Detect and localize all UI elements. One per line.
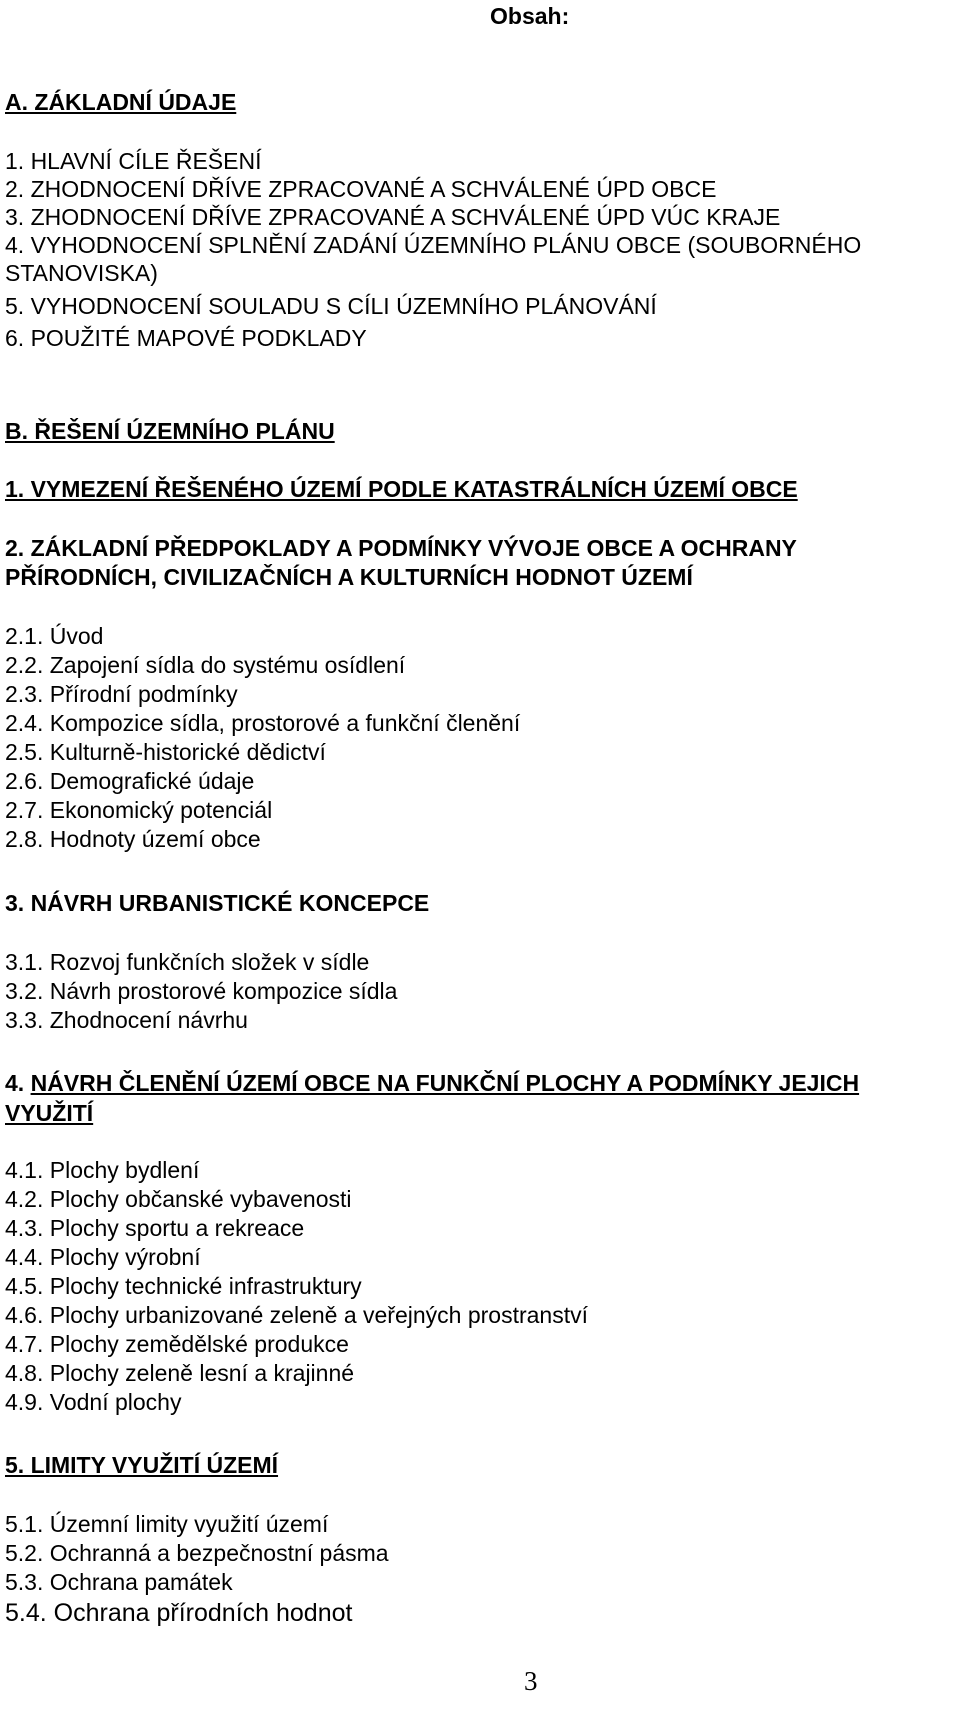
- toc-item: 2.5. Kulturně-historické dědictví: [5, 739, 326, 765]
- toc-item: 4.7. Plochy zemědělské produkce: [5, 1331, 349, 1357]
- chapter-2-heading: 2. ZÁKLADNÍ PŘEDPOKLADY A PODMÍNKY VÝVOJE OBCE A OCHRANY: [5, 535, 797, 561]
- toc-item: 4.3. Plochy sportu a rekreace: [5, 1215, 305, 1241]
- chapter-2-heading-cont: PŘÍRODNÍCH, CIVILIZAČNÍCH A KULTURNÍCH HODNOT ÚZEMÍ: [5, 564, 693, 590]
- toc-item: 2.2. Zapojení sídla do systému osídlení: [5, 652, 406, 678]
- toc-item: 2.7. Ekonomický potenciál: [5, 797, 273, 823]
- toc-item: 4.4. Plochy výrobní: [5, 1244, 201, 1270]
- toc-item: 5.1. Územní limity využití území: [5, 1511, 329, 1537]
- toc-item: 2.8. Hodnoty území obce: [5, 826, 261, 852]
- toc-item: 1. HLAVNÍ CÍLE ŘEŠENÍ: [5, 148, 262, 174]
- section-b-heading: B. ŘEŠENÍ ÚZEMNÍHO PLÁNU: [5, 418, 335, 444]
- toc-item: 2.4. Kompozice sídla, prostorové a funkční členění: [5, 710, 521, 736]
- toc-item: 4.2. Plochy občanské vybavenosti: [5, 1186, 352, 1212]
- chapter-5-heading: 5. LIMITY VYUŽITÍ ÚZEMÍ: [5, 1452, 279, 1478]
- chapter-4-heading-cont: VYUŽITÍ: [5, 1100, 94, 1126]
- chapter-1-heading: 1. VYMEZENÍ ŘEŠENÉHO ÚZEMÍ PODLE KATASTRÁLNÍCH ÚZEMÍ OBCE: [5, 476, 798, 502]
- toc-item: 2.1. Úvod: [5, 623, 104, 649]
- toc-item: 5.4. Ochrana přírodních hodnot: [5, 1599, 353, 1627]
- toc-item: 5. VYHODNOCENÍ SOULADU S CÍLI ÚZEMNÍHO PLÁNOVÁNÍ: [5, 293, 657, 319]
- chapter-4-title: NÁVRH ČLENĚNÍ ÚZEMÍ OBCE NA FUNKČNÍ PLOCHY A PODMÍNKY JEJICH: [30, 1070, 860, 1096]
- toc-item: 5.3. Ochrana památek: [5, 1569, 233, 1595]
- toc-item: 4. VYHODNOCENÍ SPLNĚNÍ ZADÁNÍ ÚZEMNÍHO PLÁNU OBCE (SOUBORNÉHO: [5, 232, 862, 258]
- page-number: 3: [524, 1666, 538, 1696]
- toc-item: 3.3. Zhodnocení návrhu: [5, 1007, 248, 1033]
- toc-item: 2.6. Demografické údaje: [5, 768, 255, 794]
- chapter-4-heading: [5, 1069, 859, 1097]
- toc-item: 4.8. Plochy zeleně lesní a krajinné: [5, 1360, 355, 1386]
- toc-item: STANOVISKA): [5, 260, 158, 286]
- toc-item: 2.3. Přírodní podmínky: [5, 681, 238, 707]
- toc-item: 4.5. Plochy technické infrastruktury: [5, 1273, 362, 1299]
- toc-item: 3.1. Rozvoj funkčních složek v sídle: [5, 949, 370, 975]
- toc-item: 6. POUŽITÉ MAPOVÉ PODKLADY: [5, 325, 367, 351]
- toc-item: 5.2. Ochranná a bezpečnostní pásma: [5, 1540, 389, 1566]
- chapter-4-number: 4.: [5, 1070, 31, 1096]
- page-title: Obsah:: [490, 3, 570, 29]
- toc-item: 3. ZHODNOCENÍ DŘÍVE ZPRACOVANÉ A SCHVÁLENÉ ÚPD VÚC KRAJE: [5, 204, 781, 230]
- toc-item: 4.1. Plochy bydlení: [5, 1157, 200, 1183]
- toc-item: 4.6. Plochy urbanizované zeleně a veřejných prostranství: [5, 1302, 588, 1328]
- toc-item: 4.9. Vodní plochy: [5, 1389, 182, 1415]
- chapter-3-heading: 3. NÁVRH URBANISTICKÉ KONCEPCE: [5, 890, 430, 916]
- toc-item: 2. ZHODNOCENÍ DŘÍVE ZPRACOVANÉ A SCHVÁLENÉ ÚPD OBCE: [5, 176, 717, 202]
- section-a-heading: A. ZÁKLADNÍ ÚDAJE: [5, 89, 237, 115]
- toc-item: 3.2. Návrh prostorové kompozice sídla: [5, 978, 398, 1004]
